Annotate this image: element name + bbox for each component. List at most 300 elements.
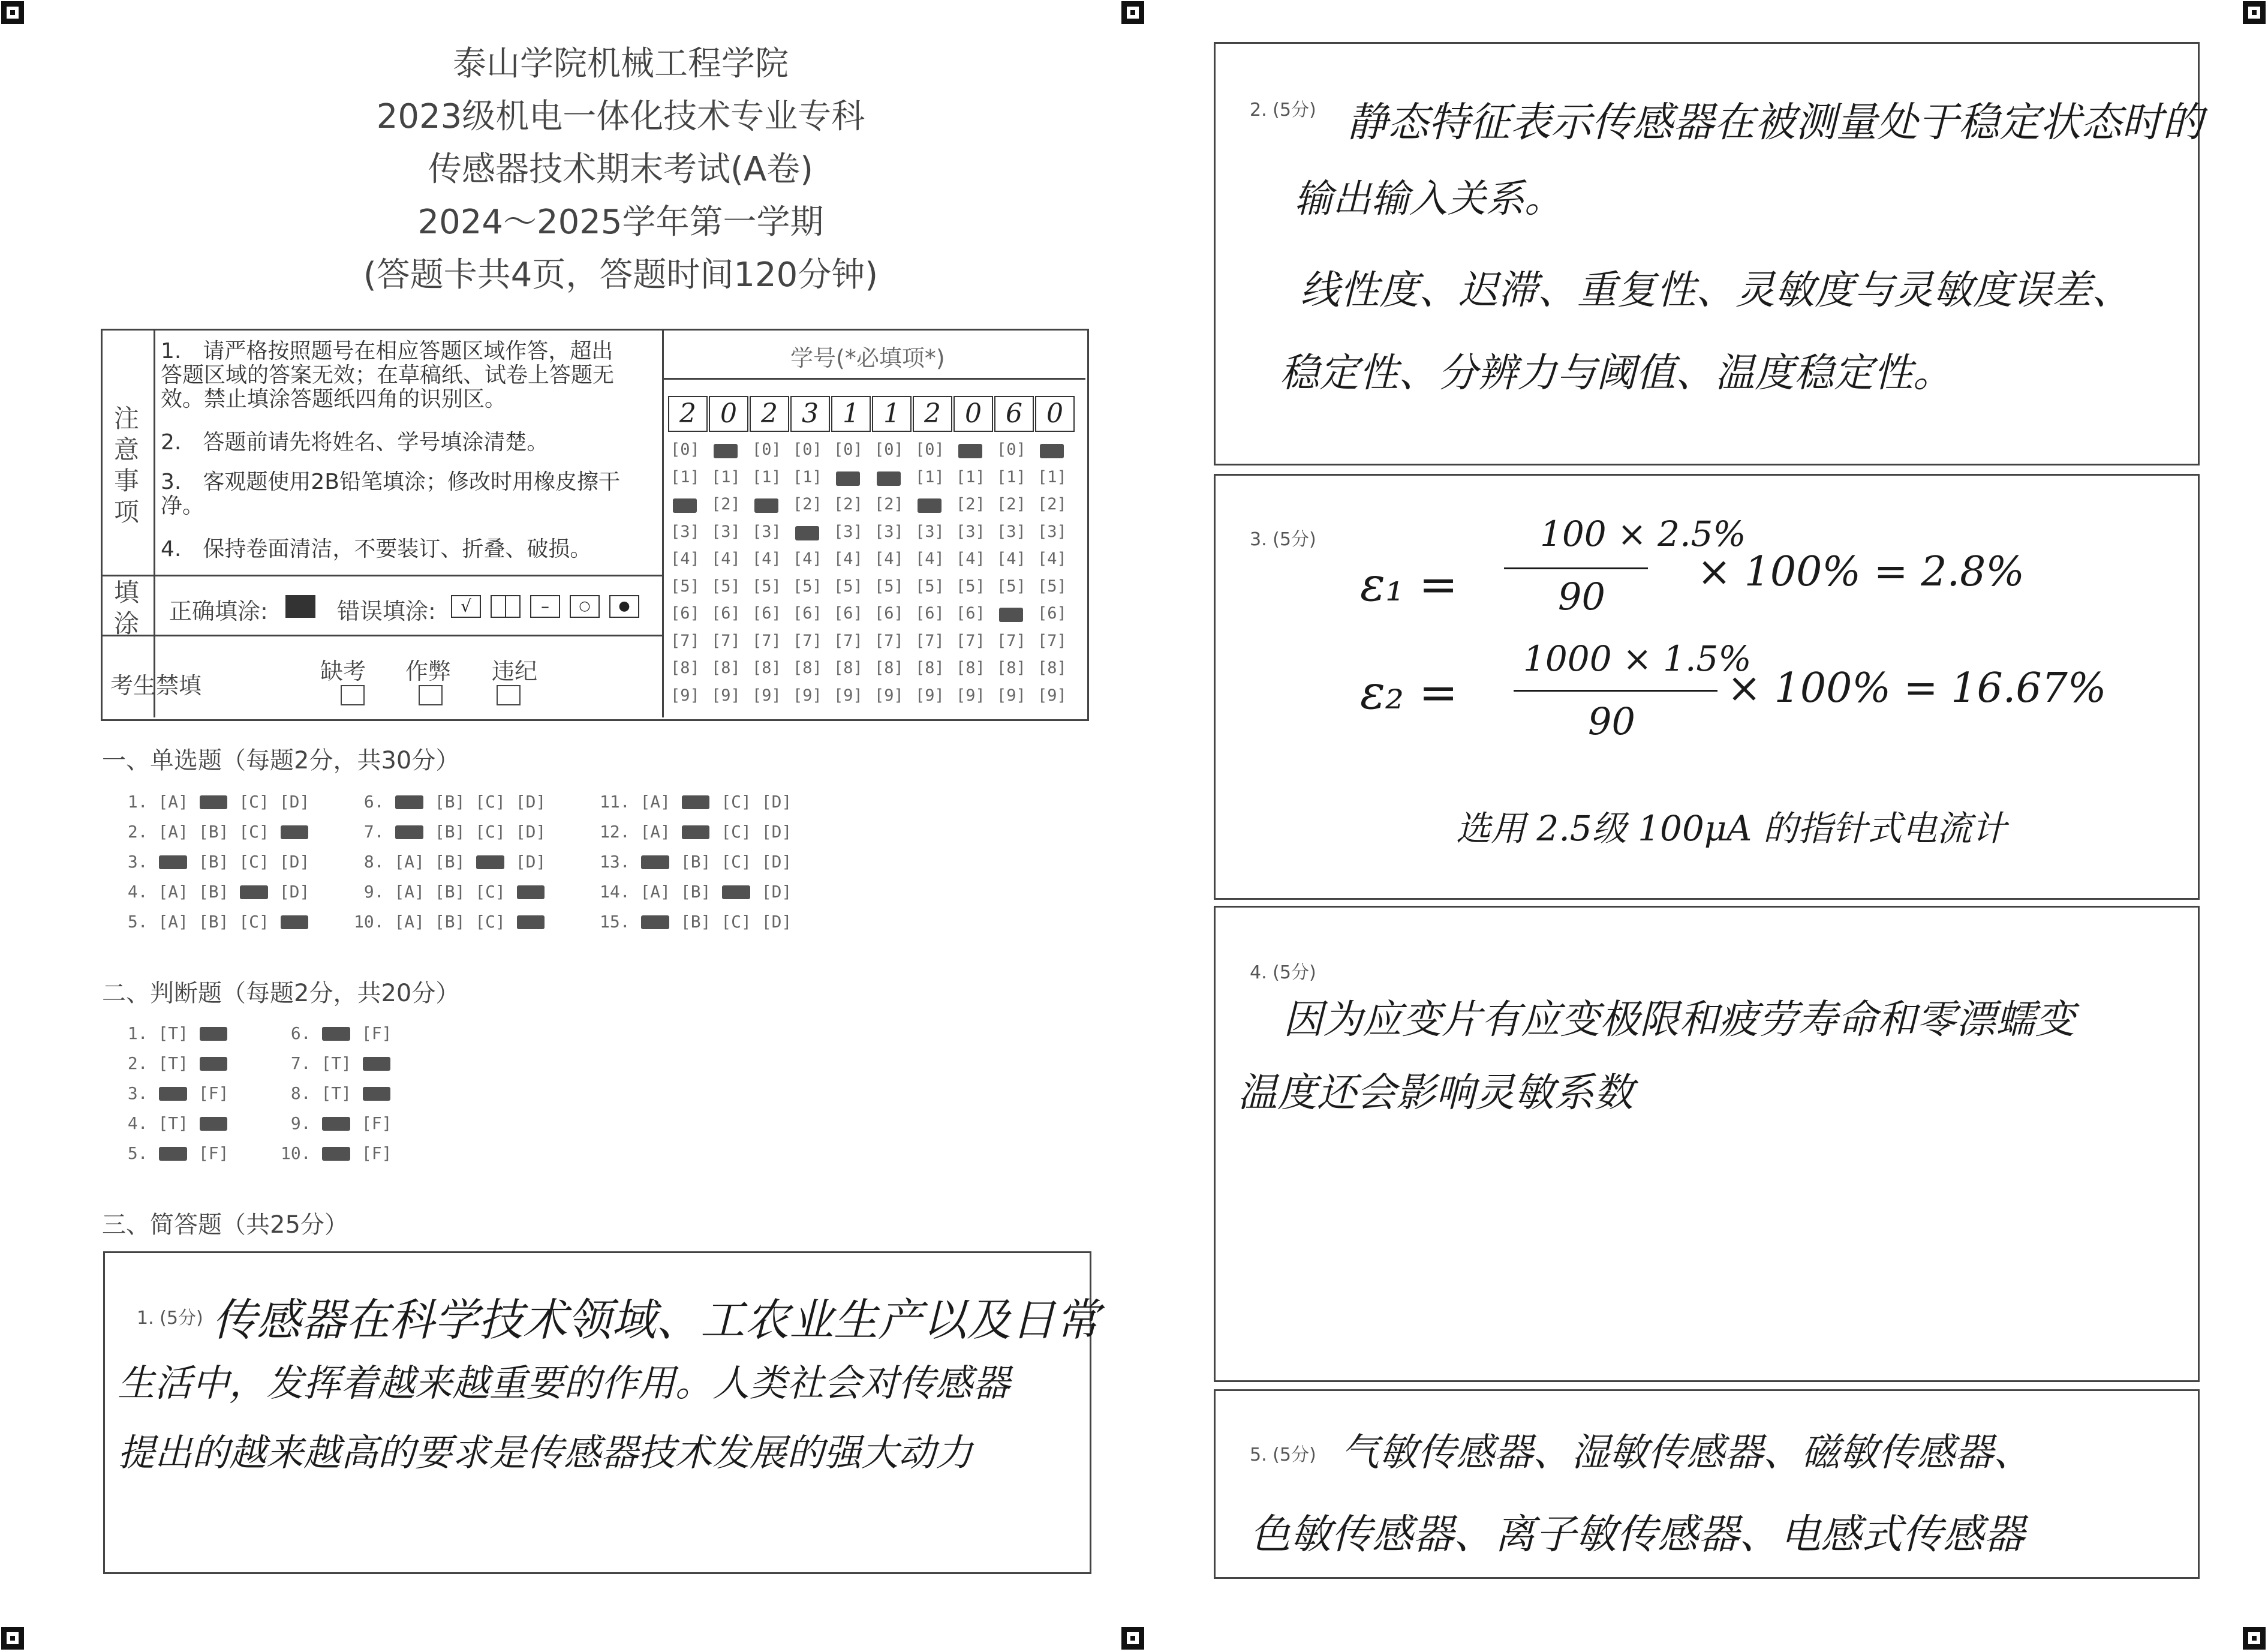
option-bubble[interactable]: [C] bbox=[475, 792, 506, 812]
option-bubble[interactable]: [B] bbox=[198, 882, 229, 902]
student-id-bubble[interactable]: [5] bbox=[793, 576, 822, 596]
q5-line-2: 色敏传感器、离子敏传感器、电感式传感器 bbox=[1250, 1511, 2025, 1558]
option-bubble[interactable]: [C] bbox=[475, 912, 506, 932]
option-bubble[interactable]: [A] bbox=[640, 792, 671, 812]
judgement-row[interactable] bbox=[281, 1023, 402, 1043]
student-id-bubble[interactable] bbox=[834, 468, 863, 486]
registration-mark-bottom-right bbox=[2243, 1627, 2266, 1650]
option-bubble[interactable]: [A] bbox=[394, 882, 425, 902]
option-bubble[interactable]: [A] bbox=[158, 792, 189, 812]
q4-line-2: 温度还会影响灵敏系数 bbox=[1238, 1070, 1634, 1116]
judgement-row[interactable] bbox=[118, 1083, 239, 1103]
option-bubble[interactable] bbox=[394, 792, 425, 812]
student-id-bubble[interactable]: [1] bbox=[956, 467, 985, 486]
student-id-bubble[interactable]: [8] bbox=[793, 659, 822, 677]
option-bubble[interactable] bbox=[239, 882, 269, 902]
correct-fill-label: 正确填涂: bbox=[169, 598, 268, 624]
option-bubble[interactable]: [B] bbox=[198, 822, 229, 842]
single-choice-row[interactable] bbox=[600, 912, 802, 932]
option-bubble[interactable] bbox=[516, 912, 546, 932]
q5-label: 5. (5分) bbox=[1250, 1444, 1316, 1465]
student-id-bubble[interactable]: [6] bbox=[915, 604, 945, 623]
student-id-bubble[interactable]: [4] bbox=[874, 549, 904, 568]
option-bubble[interactable]: [B] bbox=[198, 852, 229, 872]
option-bubble[interactable]: [B] bbox=[680, 912, 711, 932]
option-bubble[interactable]: [D] bbox=[515, 822, 546, 842]
student-id-bubble[interactable]: [0] bbox=[670, 440, 700, 459]
option-bubble[interactable]: [F] bbox=[361, 1143, 392, 1163]
option-bubble[interactable] bbox=[475, 852, 506, 872]
option-bubble[interactable]: [C] bbox=[721, 792, 751, 812]
student-id-bubble[interactable]: [8] bbox=[1037, 659, 1067, 677]
option-bubble[interactable]: [A] bbox=[158, 822, 189, 842]
option-bubble[interactable]: [C] bbox=[239, 852, 269, 872]
single-choice-row[interactable] bbox=[118, 792, 320, 812]
option-bubble[interactable] bbox=[279, 912, 310, 932]
student-id-bubble[interactable]: [3] bbox=[997, 522, 1026, 541]
judgement-row[interactable] bbox=[118, 1023, 239, 1043]
judgement-row[interactable] bbox=[281, 1143, 402, 1163]
judgement-row[interactable] bbox=[281, 1113, 402, 1133]
student-id-bubble[interactable] bbox=[752, 495, 781, 513]
option-bubble[interactable]: [D] bbox=[279, 852, 310, 872]
option-bubble[interactable]: [F] bbox=[361, 1113, 392, 1133]
student-id-bubble[interactable]: [0] bbox=[915, 440, 945, 459]
option-bubble[interactable]: [B] bbox=[198, 912, 229, 932]
question-number: 4. bbox=[118, 882, 158, 902]
wrong-fill-label: 错误填涂: bbox=[337, 598, 436, 624]
student-id-bubble[interactable] bbox=[956, 440, 985, 459]
option-bubble[interactable] bbox=[681, 792, 711, 812]
question-number: 7. bbox=[354, 822, 395, 842]
question-number: 5. bbox=[118, 912, 158, 932]
student-id-bubble[interactable]: [3] bbox=[711, 522, 741, 541]
single-choice-row[interactable] bbox=[354, 852, 556, 872]
option-bubble[interactable]: [C] bbox=[721, 852, 751, 872]
student-id-bubble[interactable]: [1] bbox=[997, 467, 1026, 486]
judgement-row[interactable] bbox=[118, 1113, 239, 1133]
student-id-bubble[interactable]: [4] bbox=[670, 549, 700, 568]
student-id-bubble[interactable]: [9] bbox=[752, 686, 781, 705]
student-id-bubble[interactable]: [6] bbox=[874, 604, 904, 623]
single-choice-row[interactable] bbox=[118, 912, 320, 932]
student-id-digit-5: 1 bbox=[831, 396, 871, 432]
q2-label: 2. (5分) bbox=[1250, 100, 1316, 121]
option-bubble[interactable]: [B] bbox=[434, 852, 465, 872]
option-bubble[interactable]: [A] bbox=[640, 822, 671, 842]
student-id-bubble[interactable]: [0] bbox=[834, 440, 863, 459]
student-id-bubble[interactable]: [2] bbox=[1037, 495, 1067, 513]
registration-mark-top-right bbox=[2243, 1, 2266, 24]
q3-eq1-rhs: × 100% = 2.8% bbox=[1697, 548, 2025, 596]
student-id-bubble[interactable]: [5] bbox=[874, 576, 904, 596]
wrong-fill-check: √ bbox=[451, 595, 481, 618]
single-choice-row[interactable] bbox=[600, 882, 802, 902]
option-bubble[interactable] bbox=[321, 1143, 351, 1163]
student-id-bubble[interactable]: [8] bbox=[752, 659, 781, 677]
notice-item-1: 1. 请严格按照题号在相应答题区域作答，超出答题区域的答案无效；在草稿纸、试卷上答题无效。禁止填涂答题纸四角的识别区。 bbox=[161, 339, 615, 412]
student-id-bubble[interactable]: [4] bbox=[752, 549, 781, 568]
student-id-bubble[interactable]: [2] bbox=[793, 495, 822, 513]
q3-eq2-denominator: 90 bbox=[1588, 699, 1635, 743]
student-id-bubble[interactable]: [3] bbox=[752, 522, 781, 541]
student-id-bubble[interactable] bbox=[793, 522, 822, 541]
wrong-fill-circle: ○ bbox=[570, 595, 600, 618]
judgement-row[interactable] bbox=[118, 1053, 239, 1073]
student-id-bubble[interactable]: [0] bbox=[997, 440, 1026, 459]
option-bubble[interactable] bbox=[158, 852, 188, 872]
wrong-fill-dot: ● bbox=[609, 595, 639, 618]
student-id-bubble[interactable]: [7] bbox=[834, 631, 863, 650]
student-id-bubble[interactable]: [3] bbox=[1037, 522, 1067, 541]
option-bubble[interactable]: [A] bbox=[158, 882, 189, 902]
option-bubble[interactable]: [D] bbox=[761, 792, 792, 812]
option-bubble[interactable]: [B] bbox=[434, 822, 465, 842]
question-number: 2. bbox=[118, 822, 158, 842]
header-line-3: 传感器技术期末考试(A卷) bbox=[428, 150, 813, 189]
student-id-bubble[interactable]: [6] bbox=[834, 604, 863, 623]
option-bubble[interactable]: [D] bbox=[279, 792, 310, 812]
single-choice-row[interactable] bbox=[600, 822, 802, 842]
q2-line-4: 稳定性、分辨力与阈值、温度稳定性。 bbox=[1280, 350, 1953, 396]
option-bubble[interactable] bbox=[158, 1083, 188, 1103]
student-id-bubble[interactable]: [9] bbox=[874, 686, 904, 705]
single-choice-row[interactable] bbox=[118, 852, 320, 872]
option-bubble[interactable]: [C] bbox=[239, 822, 269, 842]
option-bubble[interactable]: [T] bbox=[321, 1083, 352, 1103]
single-choice-row[interactable] bbox=[354, 822, 556, 842]
student-id-bubble[interactable]: [9] bbox=[915, 686, 945, 705]
single-choice-row[interactable] bbox=[354, 882, 556, 902]
question-number: 6. bbox=[281, 1023, 321, 1043]
student-id-bubble[interactable]: [2] bbox=[874, 495, 904, 513]
fill-label: 填涂 bbox=[113, 578, 139, 638]
student-id-bubble[interactable]: [2] bbox=[956, 495, 985, 513]
student-id-bubble[interactable]: [7] bbox=[711, 631, 741, 650]
option-bubble[interactable]: [A] bbox=[394, 912, 425, 932]
student-id-bubble[interactable]: [8] bbox=[874, 659, 904, 677]
question-number: 6. bbox=[354, 792, 395, 812]
student-id-digit-4: 3 bbox=[790, 396, 830, 432]
forbid-absent-checkbox[interactable] bbox=[341, 685, 365, 705]
student-id-bubble[interactable]: [7] bbox=[1037, 631, 1067, 650]
student-id-bubble[interactable]: [3] bbox=[874, 522, 904, 541]
student-id-bubble[interactable]: [1] bbox=[793, 467, 822, 486]
option-bubble[interactable]: [B] bbox=[434, 882, 465, 902]
option-bubble[interactable]: [B] bbox=[434, 912, 465, 932]
student-id-bubble[interactable]: [0] bbox=[793, 440, 822, 459]
question-number: 8. bbox=[281, 1083, 321, 1103]
student-id-bubble[interactable]: [7] bbox=[915, 631, 945, 650]
forbid-cheat-checkbox[interactable] bbox=[419, 685, 443, 705]
notice-item-4: 4. 保持卷面清洁，不要装订、折叠、破损。 bbox=[161, 537, 592, 561]
option-bubble[interactable] bbox=[362, 1083, 392, 1103]
option-bubble[interactable] bbox=[640, 912, 670, 932]
option-bubble[interactable] bbox=[516, 882, 546, 902]
student-id-bubble[interactable]: [2] bbox=[711, 495, 741, 513]
student-id-bubble[interactable]: [8] bbox=[915, 659, 945, 677]
single-choice-row[interactable] bbox=[600, 792, 802, 812]
student-id-bubble[interactable]: [7] bbox=[997, 631, 1026, 650]
question-number: 14. bbox=[600, 882, 640, 902]
q1-line-1: 传感器在科学技术领域、工农业生产以及日常 bbox=[212, 1294, 1100, 1346]
option-bubble[interactable]: [D] bbox=[761, 852, 792, 872]
registration-mark-top-left bbox=[1, 1, 24, 24]
student-id-bubble[interactable]: [4] bbox=[1037, 549, 1067, 568]
student-id-bubble[interactable]: [1] bbox=[915, 467, 945, 486]
option-bubble[interactable] bbox=[321, 1023, 351, 1043]
student-id-bubble[interactable]: [0] bbox=[752, 440, 781, 459]
student-id-digit-9: 6 bbox=[994, 396, 1034, 432]
student-id-bubble[interactable] bbox=[915, 495, 945, 513]
student-id-bubble[interactable]: [6] bbox=[793, 604, 822, 623]
option-bubble[interactable]: [C] bbox=[475, 882, 506, 902]
q1-label: 1. (5分) bbox=[137, 1308, 203, 1329]
student-id-label: 学号(*必填项*) bbox=[790, 345, 945, 371]
student-id-bubble[interactable]: [5] bbox=[752, 576, 781, 596]
option-bubble[interactable] bbox=[198, 1113, 229, 1133]
option-bubble[interactable]: [B] bbox=[680, 882, 711, 902]
student-id-bubble[interactable]: [3] bbox=[834, 522, 863, 541]
notice-item-2: 2. 答题前请先将姓名、学号填涂清楚。 bbox=[161, 430, 549, 455]
student-id-bubble[interactable]: [2] bbox=[834, 495, 863, 513]
student-id-digit-2: 0 bbox=[709, 396, 748, 432]
judgement-row[interactable] bbox=[281, 1083, 402, 1103]
student-id-bubble[interactable]: [1] bbox=[670, 467, 700, 486]
student-id-digit-10: 0 bbox=[1035, 396, 1075, 432]
q3-label: 3. (5分) bbox=[1250, 529, 1316, 550]
question-number: 10. bbox=[281, 1143, 321, 1163]
student-id-bubble[interactable] bbox=[874, 468, 904, 486]
student-id-digit-6: 1 bbox=[872, 396, 912, 432]
forbid-violation-label: 违纪 bbox=[492, 658, 538, 684]
single-choice-row[interactable] bbox=[354, 912, 556, 932]
student-id-bubble[interactable]: [5] bbox=[997, 576, 1026, 596]
forbid-absent-label: 缺考 bbox=[320, 658, 366, 684]
student-id-bubble[interactable]: [4] bbox=[834, 549, 863, 568]
student-id-bubble[interactable]: [7] bbox=[956, 631, 985, 650]
student-id-bubble[interactable]: [8] bbox=[997, 659, 1026, 677]
student-id-bubble[interactable]: [1] bbox=[1037, 467, 1067, 486]
q3-eq2-lhs: ε₂ = bbox=[1360, 666, 1458, 720]
single-choice-row[interactable] bbox=[354, 792, 556, 812]
option-bubble[interactable] bbox=[721, 882, 751, 902]
q1-line-3: 提出的越来越高的要求是传感器技术发展的强大动力 bbox=[118, 1431, 973, 1474]
single-choice-row[interactable] bbox=[118, 882, 320, 902]
student-id-bubble[interactable] bbox=[670, 495, 700, 513]
option-bubble[interactable]: [T] bbox=[158, 1023, 189, 1043]
student-id-bubble[interactable] bbox=[1037, 440, 1067, 459]
question-number: 1. bbox=[118, 1023, 158, 1043]
student-id-bubble[interactable]: [5] bbox=[1037, 576, 1067, 596]
q4-label: 4. (5分) bbox=[1250, 962, 1316, 983]
q5-line-1: 气敏传感器、湿敏传感器、磁敏传感器、 bbox=[1341, 1431, 2032, 1475]
forbid-cheat-label: 作弊 bbox=[405, 658, 452, 684]
q3-conclusion: 选用 2.5级 100μA 的指针式电流计 bbox=[1456, 808, 2007, 849]
option-bubble[interactable]: [D] bbox=[761, 912, 792, 932]
wrong-fill-dash: – bbox=[530, 595, 560, 618]
single-choice-row[interactable] bbox=[118, 822, 320, 842]
option-bubble[interactable] bbox=[362, 1053, 392, 1073]
option-bubble[interactable]: [T] bbox=[158, 1113, 189, 1133]
option-bubble[interactable] bbox=[198, 1053, 229, 1073]
option-bubble[interactable]: [B] bbox=[680, 852, 711, 872]
question-number: 3. bbox=[118, 852, 158, 872]
option-bubble[interactable] bbox=[681, 822, 711, 842]
student-id-bubble[interactable]: [7] bbox=[793, 631, 822, 650]
registration-mark-bottom-center bbox=[1121, 1627, 1144, 1650]
q2-line-3: 线性度、迟滞、重复性、灵敏度与灵敏度误差、 bbox=[1300, 267, 2131, 313]
single-choice-heading: 一、单选题（每题2分，共30分） bbox=[102, 747, 460, 774]
student-id-bubble[interactable]: [7] bbox=[874, 631, 904, 650]
wrong-fill-half bbox=[491, 595, 521, 618]
question-number: 4. bbox=[118, 1113, 158, 1133]
question-number: 5. bbox=[118, 1143, 158, 1163]
student-id-bubble[interactable]: [9] bbox=[834, 686, 863, 705]
option-bubble[interactable]: [C] bbox=[721, 822, 751, 842]
forbid-violation-checkbox[interactable] bbox=[497, 685, 521, 705]
student-id-bubble[interactable]: [3] bbox=[956, 522, 985, 541]
q3-eq2-numerator: 1000 × 1.5% bbox=[1523, 638, 1752, 679]
question-number: 7. bbox=[281, 1053, 321, 1073]
student-id-bubble[interactable]: [8] bbox=[834, 659, 863, 677]
q3-eq1-denominator: 90 bbox=[1558, 575, 1605, 618]
option-bubble[interactable]: [C] bbox=[721, 912, 751, 932]
header-line-2: 2023级机电一体化技术专业专科 bbox=[376, 97, 865, 136]
q3-eq1-lhs: ε₁ = bbox=[1360, 558, 1458, 612]
student-id-bubble[interactable]: [9] bbox=[997, 686, 1026, 705]
question-number: 3. bbox=[118, 1083, 158, 1103]
option-bubble[interactable] bbox=[321, 1113, 351, 1133]
student-id-bubble[interactable]: [6] bbox=[711, 604, 741, 623]
notice-item-3: 3. 客观题使用2B铅笔填涂；修改时用橡皮擦干净。 bbox=[161, 470, 620, 518]
header-line-4: 2024～2025学年第一学期 bbox=[417, 203, 824, 242]
option-bubble[interactable]: [A] bbox=[394, 852, 425, 872]
student-id-bubble[interactable]: [1] bbox=[752, 467, 781, 486]
q3-eq2-rhs: × 100% = 16.67% bbox=[1727, 665, 2107, 712]
q3-eq2-fraction-bar bbox=[1514, 690, 1717, 692]
option-bubble[interactable]: [T] bbox=[321, 1053, 352, 1073]
question-number: 9. bbox=[281, 1113, 321, 1133]
student-id-bubble[interactable]: [9] bbox=[793, 686, 822, 705]
option-bubble[interactable]: [C] bbox=[239, 792, 269, 812]
option-bubble[interactable] bbox=[640, 852, 670, 872]
student-id-bubble[interactable] bbox=[997, 604, 1026, 623]
question-number: 9. bbox=[354, 882, 395, 902]
student-id-bubble[interactable]: [8] bbox=[956, 659, 985, 677]
option-bubble[interactable] bbox=[279, 822, 310, 842]
student-id-bubble[interactable]: [7] bbox=[752, 631, 781, 650]
option-bubble[interactable]: [D] bbox=[515, 852, 546, 872]
question-number: 13. bbox=[600, 852, 640, 872]
student-id-bubble[interactable]: [2] bbox=[997, 495, 1026, 513]
student-id-bubble[interactable]: [4] bbox=[711, 549, 741, 568]
question-number: 15. bbox=[600, 912, 640, 932]
q3-eq1-fraction-bar bbox=[1504, 567, 1648, 569]
question-number: 12. bbox=[600, 822, 640, 842]
answer-box-q4[interactable] bbox=[1214, 906, 2200, 1382]
student-id-bubble[interactable]: [5] bbox=[711, 576, 741, 596]
student-id-bubble[interactable]: [5] bbox=[956, 576, 985, 596]
option-bubble[interactable] bbox=[198, 1023, 229, 1043]
option-bubble[interactable]: [A] bbox=[158, 912, 189, 932]
student-id-bubble[interactable]: [1] bbox=[711, 467, 741, 486]
option-bubble[interactable]: [D] bbox=[279, 882, 310, 902]
student-id-bubble[interactable]: [7] bbox=[670, 631, 700, 650]
student-id-bubble[interactable]: [4] bbox=[956, 549, 985, 568]
question-number: 10. bbox=[354, 912, 395, 932]
student-id-bubble[interactable] bbox=[711, 440, 741, 459]
option-bubble[interactable]: [D] bbox=[761, 882, 792, 902]
question-number: 1. bbox=[118, 792, 158, 812]
option-bubble[interactable]: [C] bbox=[475, 822, 506, 842]
student-id-bubble[interactable]: [5] bbox=[670, 576, 700, 596]
student-id-bubble[interactable]: [4] bbox=[997, 549, 1026, 568]
q2-line-2: 输出输入关系。 bbox=[1294, 177, 1563, 221]
q2-line-1: 静态特征表示传感器在被测量处于稳定状态时的 bbox=[1347, 99, 2204, 146]
student-id-bubble[interactable]: [8] bbox=[670, 659, 700, 677]
single-choice-row[interactable] bbox=[600, 852, 802, 872]
student-id-bubble[interactable]: [9] bbox=[711, 686, 741, 705]
judgement-heading: 二、判断题（每题2分，共20分） bbox=[102, 980, 460, 1007]
student-id-bubble[interactable]: [6] bbox=[1037, 604, 1067, 623]
student-id-bubble[interactable]: [3] bbox=[670, 522, 700, 541]
option-bubble[interactable]: [D] bbox=[515, 792, 546, 812]
forbid-label: 考生禁填 bbox=[110, 672, 202, 699]
student-id-bubble[interactable]: [3] bbox=[915, 522, 945, 541]
option-bubble[interactable]: [F] bbox=[361, 1023, 392, 1043]
q4-line-1: 因为应变片有应变极限和疲劳寿命和零漂蠕变 bbox=[1283, 996, 2075, 1043]
q3-eq1-numerator: 100 × 2.5% bbox=[1540, 513, 1746, 554]
student-id-bubble[interactable]: [6] bbox=[670, 604, 700, 623]
option-bubble[interactable]: [A] bbox=[640, 882, 671, 902]
notice-label: 注意事项 bbox=[113, 404, 139, 527]
student-id-bubble[interactable]: [6] bbox=[956, 604, 985, 623]
student-id-bubble[interactable]: [9] bbox=[1037, 686, 1067, 705]
student-id-bubble[interactable]: [0] bbox=[874, 440, 904, 459]
student-id-digit-1: 2 bbox=[668, 396, 708, 432]
student-id-bubble[interactable]: [5] bbox=[915, 576, 945, 596]
student-id-digit-8: 0 bbox=[953, 396, 993, 432]
judgement-row[interactable] bbox=[281, 1053, 402, 1073]
student-id-bubble[interactable]: [4] bbox=[793, 549, 822, 568]
student-id-bubble[interactable]: [9] bbox=[956, 686, 985, 705]
option-bubble[interactable]: [D] bbox=[761, 822, 792, 842]
q1-line-2: 生活中，发挥着越来越重要的作用。人类社会对传感器 bbox=[118, 1361, 1010, 1405]
question-number: 8. bbox=[354, 852, 395, 872]
option-bubble[interactable]: [F] bbox=[198, 1083, 229, 1103]
option-bubble[interactable]: [F] bbox=[198, 1143, 229, 1163]
short-answer-heading: 三、简答题（共25分） bbox=[102, 1211, 348, 1239]
student-id-bubble[interactable]: [9] bbox=[670, 686, 700, 705]
option-bubble[interactable]: [C] bbox=[239, 912, 269, 932]
option-bubble[interactable]: [T] bbox=[158, 1053, 189, 1073]
question-number: 11. bbox=[600, 792, 640, 812]
student-id-bubble[interactable]: [6] bbox=[752, 604, 781, 623]
student-id-bubble[interactable]: [4] bbox=[915, 549, 945, 568]
student-id-bubble[interactable]: [8] bbox=[711, 659, 741, 677]
registration-mark-bottom-left bbox=[1, 1627, 24, 1650]
judgement-row[interactable] bbox=[118, 1143, 239, 1163]
option-bubble[interactable] bbox=[394, 822, 425, 842]
registration-mark-top-center bbox=[1121, 1, 1144, 24]
student-id-bubble[interactable]: [5] bbox=[834, 576, 863, 596]
question-number: 2. bbox=[118, 1053, 158, 1073]
option-bubble[interactable] bbox=[158, 1143, 188, 1163]
option-bubble[interactable] bbox=[198, 792, 229, 812]
correct-fill-sample bbox=[285, 595, 315, 618]
option-bubble[interactable]: [B] bbox=[434, 792, 465, 812]
